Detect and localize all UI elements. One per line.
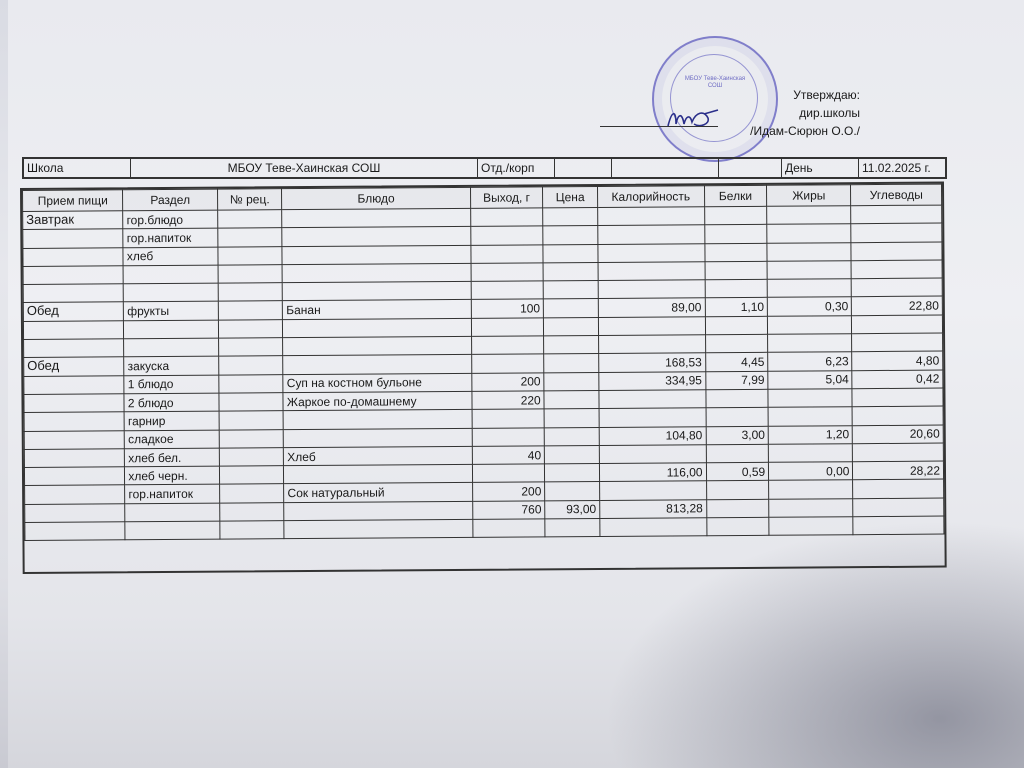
fat-cell [767,242,851,261]
fat-cell [768,389,852,408]
yield-cell [471,336,544,355]
dish-cell [283,318,471,338]
yield-cell [470,226,543,245]
section-cell [123,265,218,284]
protein-cell [704,243,767,262]
protein-cell [706,499,769,518]
price-cell [545,482,600,501]
section-cell [124,338,219,357]
meal-cell [23,247,123,266]
fat-cell [767,279,851,298]
price-cell [545,445,600,464]
fat-cell: 1,20 [768,425,852,444]
carbs-cell: 4,80 [852,351,943,370]
section-cell: хлеб черн. [125,466,220,485]
kcal-cell: 116,00 [599,463,706,482]
dish-cell [282,208,470,228]
school-name: МБОУ Теве-Хаинская СОШ [131,158,478,178]
date-value: 11.02.2025 г. [859,158,947,178]
blank-cell [719,158,782,178]
yield-cell [471,354,544,373]
recipe-cell [220,502,285,521]
carbs-cell [853,443,944,462]
recipe-cell [218,210,283,229]
carbs-cell [852,333,943,352]
kcal-cell: 104,80 [599,426,706,445]
table-body [23,205,944,541]
fat-cell [768,334,852,353]
recipe-cell [218,265,283,284]
carbs-cell [851,242,942,261]
meal-cell [25,504,125,523]
yield-cell [471,263,544,282]
yield-cell [472,519,545,538]
col-header: № рец. [217,189,282,210]
carbs-cell [851,223,942,242]
dept-value [555,158,612,178]
recipe-cell [219,466,284,485]
meal-cell [25,485,125,504]
price-cell [543,226,598,245]
carbs-cell: 22,80 [852,297,943,316]
yield-cell: 100 [471,299,544,318]
price-cell [543,207,598,226]
section-cell: фрукты [124,302,219,321]
carbs-cell [852,315,943,334]
kcal-cell [598,335,705,354]
dish-cell: Банан [283,300,471,320]
meal-cell [23,321,123,340]
protein-cell [706,389,769,408]
recipe-cell [220,484,285,503]
recipe-cell [218,301,283,320]
dept-label: Отд./корп [478,158,555,178]
carbs-cell [853,480,944,499]
col-header: Цена [543,186,598,207]
carbs-cell: 0,42 [852,370,943,389]
kcal-cell [600,518,707,537]
header-table [22,157,947,179]
section-cell [125,521,220,540]
signature-line [600,126,718,127]
meal-cell [24,449,124,468]
protein-cell [705,316,768,335]
yield-cell: 220 [472,391,545,410]
dish-cell [283,282,471,302]
yield-cell: 200 [472,482,545,501]
dish-cell [282,227,470,247]
section-cell [124,320,219,339]
fat-cell [768,407,852,426]
carbs-cell: 20,60 [853,425,944,444]
section-cell [123,283,218,302]
protein-cell [705,261,768,280]
protein-cell [704,225,767,244]
day-label: День [782,158,859,178]
dish-cell [282,263,470,283]
kcal-cell [598,317,705,336]
kcal-cell [598,207,705,226]
yield-cell [471,244,544,263]
fat-cell: 6,23 [768,352,852,371]
fat-cell: 0,30 [767,297,851,316]
col-header: Жиры [767,185,851,207]
kcal-cell: 813,28 [600,499,707,518]
kcal-cell [599,445,706,464]
meal-cell: Обед [23,302,123,321]
protein-cell [704,206,767,225]
col-header: Выход, г [470,187,543,209]
col-header: Белки [704,185,767,206]
menu-table [22,184,944,542]
section-cell: 1 блюдо [124,375,219,394]
recipe-cell [219,429,284,448]
meal-cell [24,375,124,394]
col-header: Блюдо [282,187,470,209]
price-cell [545,464,600,483]
price-cell [543,281,598,300]
menu-table-frame [20,182,947,574]
meal-cell [23,284,123,303]
carbs-cell [851,205,942,224]
section-cell [125,503,220,522]
section-cell: гор.блюдо [123,210,218,229]
section-cell: закуска [124,356,219,375]
recipe-cell [219,411,284,430]
price-cell [544,427,599,446]
protein-cell [706,444,769,463]
yield-cell [472,409,545,428]
recipe-cell [218,228,283,247]
price-cell [544,336,599,355]
dish-cell: Жаркое по-домашнему [283,391,471,411]
carbs-cell [851,260,942,279]
yield-cell [471,281,544,300]
yield-cell: 760 [472,501,545,520]
recipe-cell [218,246,283,265]
recipe-cell [218,283,283,302]
recipe-cell [220,521,285,540]
meal-cell: Обед [24,357,124,376]
school-label: Школа [23,158,131,178]
meal-cell [24,412,124,431]
dish-cell [283,336,471,356]
kcal-cell [600,481,707,500]
dish-cell [284,465,472,485]
yield-cell [471,318,544,337]
recipe-cell [218,319,283,338]
protein-cell: 3,00 [706,426,769,445]
price-cell: 93,00 [545,500,600,519]
meal-cell [23,266,123,285]
section-cell: 2 блюдо [124,393,219,412]
price-cell [544,299,599,318]
carbs-cell [852,388,943,407]
recipe-cell [219,393,284,412]
dish-cell [283,355,471,375]
fat-cell [768,315,852,334]
kcal-cell: 334,95 [599,371,706,390]
dish-cell [282,245,470,265]
protein-cell: 7,99 [705,371,768,390]
price-cell [543,262,598,281]
section-cell: сладкое [125,430,220,449]
yield-cell: 200 [471,373,544,392]
approval-line-3: /Идам-Сюрюн О.О./ [750,124,860,138]
col-header: Калорийность [597,186,704,208]
meal-cell [23,229,123,248]
yield-cell [472,464,545,483]
meal-cell [24,467,124,486]
kcal-cell: 168,53 [599,353,706,372]
price-cell [544,372,599,391]
price-cell [544,390,599,409]
kcal-cell [599,390,706,409]
meal-cell: Завтрак [23,211,123,230]
protein-cell [705,279,768,298]
carbs-cell [853,498,944,517]
fat-cell [769,498,853,517]
kcal-cell [598,225,705,244]
dish-cell [284,501,472,521]
price-cell [544,409,599,428]
price-cell [543,244,598,263]
protein-cell [706,408,769,427]
carbs-cell [852,278,943,297]
recipe-cell [219,356,284,375]
official-stamp: МБОУ Теве-Хаинская СОШ [652,36,778,162]
fat-cell [767,224,851,243]
recipe-cell [219,338,284,357]
meal-cell [24,339,124,358]
fat-cell: 5,04 [768,370,852,389]
yield-cell [470,208,543,227]
dish-cell: Хлеб [284,446,472,466]
recipe-cell [219,374,284,393]
carbs-cell [852,406,943,425]
blank-cell [612,158,719,178]
protein-cell: 1,10 [705,298,768,317]
section-cell: гор.напиток [125,485,220,504]
meal-cell [24,394,124,413]
meal-cell [25,522,125,541]
kcal-cell [598,280,705,299]
section-cell: хлеб бел. [125,448,220,467]
price-cell [544,317,599,336]
dish-cell: Суп на костном бульоне [283,373,471,393]
col-header: Углеводы [851,184,942,206]
yield-cell [472,427,545,446]
fat-cell [768,444,852,463]
protein-cell: 4,45 [705,353,768,372]
dish-cell [283,410,471,430]
approval-block [600,86,860,140]
approval-line-1: Утверждаю: [793,88,860,102]
protein-cell [706,481,769,500]
kcal-cell [599,408,706,427]
price-cell [544,354,599,373]
col-header: Прием пищи [23,190,123,212]
protein-cell [705,334,768,353]
price-cell [545,519,600,538]
protein-cell: 0,59 [706,462,769,481]
carbs-cell: 28,22 [853,461,944,480]
section-cell: хлеб [123,247,218,266]
section-cell: гор.напиток [123,228,218,247]
dish-cell [284,519,472,539]
section-cell: гарнир [124,411,219,430]
col-header: Раздел [123,189,218,211]
fat-cell [769,517,853,536]
fat-cell [769,480,853,499]
dish-cell [284,428,472,448]
fat-cell [767,261,851,280]
protein-cell [706,517,769,536]
meal-cell [24,430,124,449]
carbs-cell [853,516,944,535]
fat-cell: 0,00 [769,462,853,481]
dish-cell: Сок натуральный [284,483,472,503]
approval-line-2: дир.школы [799,106,860,120]
recipe-cell [219,448,284,467]
fat-cell [767,206,851,225]
kcal-cell [598,243,705,262]
yield-cell: 40 [472,446,545,465]
kcal-cell [598,262,705,281]
kcal-cell: 89,00 [598,298,705,317]
